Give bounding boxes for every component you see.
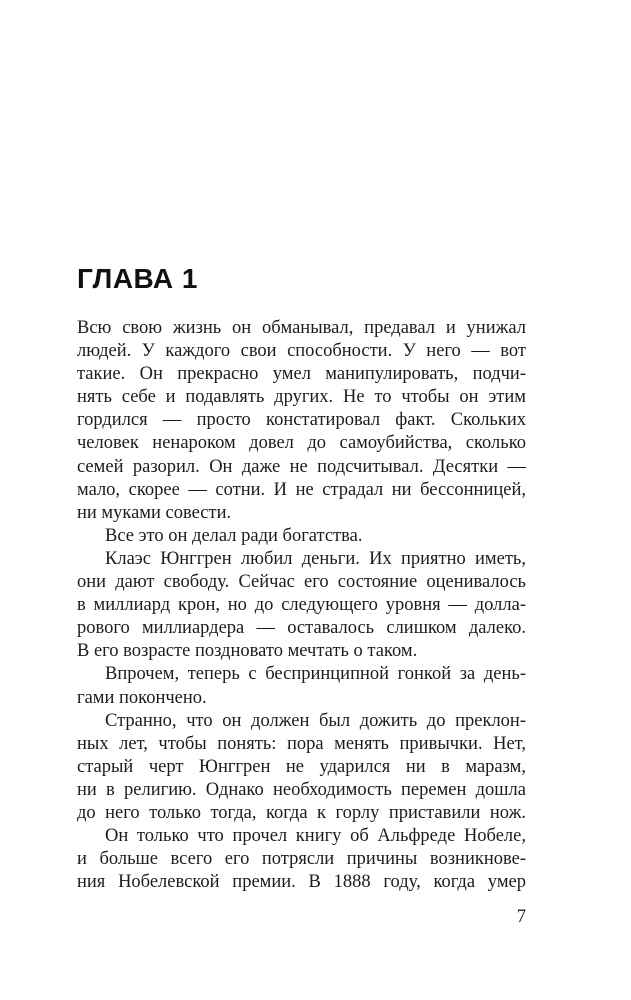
text-line: ни в религию. Однако необходимость перемен дошла	[77, 779, 526, 800]
text-line: и больше всего его потрясли причины возникнове-	[77, 849, 526, 870]
paragraph	[77, 548, 526, 663]
text-line: рового миллиардера — оставалось слишком далеко.	[77, 618, 526, 639]
text-line: Впрочем, теперь с беспринципной гонкой за день-	[105, 664, 526, 685]
chapter-heading: ГЛАВА 1	[77, 263, 198, 294]
text-line: мало, скорее — сотни. И не страдал ни бессонницей,	[77, 479, 526, 500]
text-line: ни муками совести.	[77, 502, 232, 523]
paragraph	[77, 825, 526, 894]
text-line: Странно, что он должен был дожить до преклон-	[105, 710, 526, 731]
paragraph	[77, 317, 526, 525]
body-text	[77, 317, 526, 894]
text-line: гордился — просто констатировал факт. Скольких	[77, 410, 526, 431]
text-line: старый черт Юнггрен не ударился ни в маразм,	[77, 756, 526, 777]
paragraph	[77, 710, 526, 825]
text-line: до него только тогда, когда к горлу приставили нож.	[77, 802, 526, 823]
text-line: В его возрасте поздновато мечтать о таком.	[77, 641, 418, 662]
text-line: Он только что прочел книгу об Альфреде Нобеле,	[105, 826, 526, 847]
text-line: в миллиард крон, но до следующего уровня — долла-	[77, 595, 526, 616]
text-line: Все это он делал ради богатства.	[105, 525, 363, 546]
text-line: семей разорил. Он даже не подсчитывал. Десятки —	[77, 456, 526, 477]
text-line: ния Нобелевской премии. В 1888 году, когда умер	[77, 872, 526, 893]
paragraph	[77, 525, 526, 548]
page-number: 7	[516, 907, 526, 927]
text-line: Всю свою жизнь он обманывал, предавал и унижал	[77, 318, 526, 338]
text-line: они дают свободу. Сейчас его состояние оценивалось	[77, 572, 526, 593]
text-line: такие. Он прекрасно умел манипулировать, подчи-	[77, 364, 526, 385]
text-line: гами покончено.	[77, 687, 207, 708]
text-line: Клаэс Юнггрен любил деньги. Их приятно иметь,	[105, 548, 526, 569]
text-line: человек ненароком довел до самоубийства, сколько	[77, 433, 526, 454]
paragraph	[77, 663, 526, 709]
text-line: нять себе и подавлять других. Не то чтобы он этим	[77, 387, 526, 408]
text-line: людей. У каждого свои способности. У него — вот	[77, 341, 526, 362]
text-line: ных лет, чтобы понять: пора менять привычки. Нет,	[77, 733, 526, 754]
